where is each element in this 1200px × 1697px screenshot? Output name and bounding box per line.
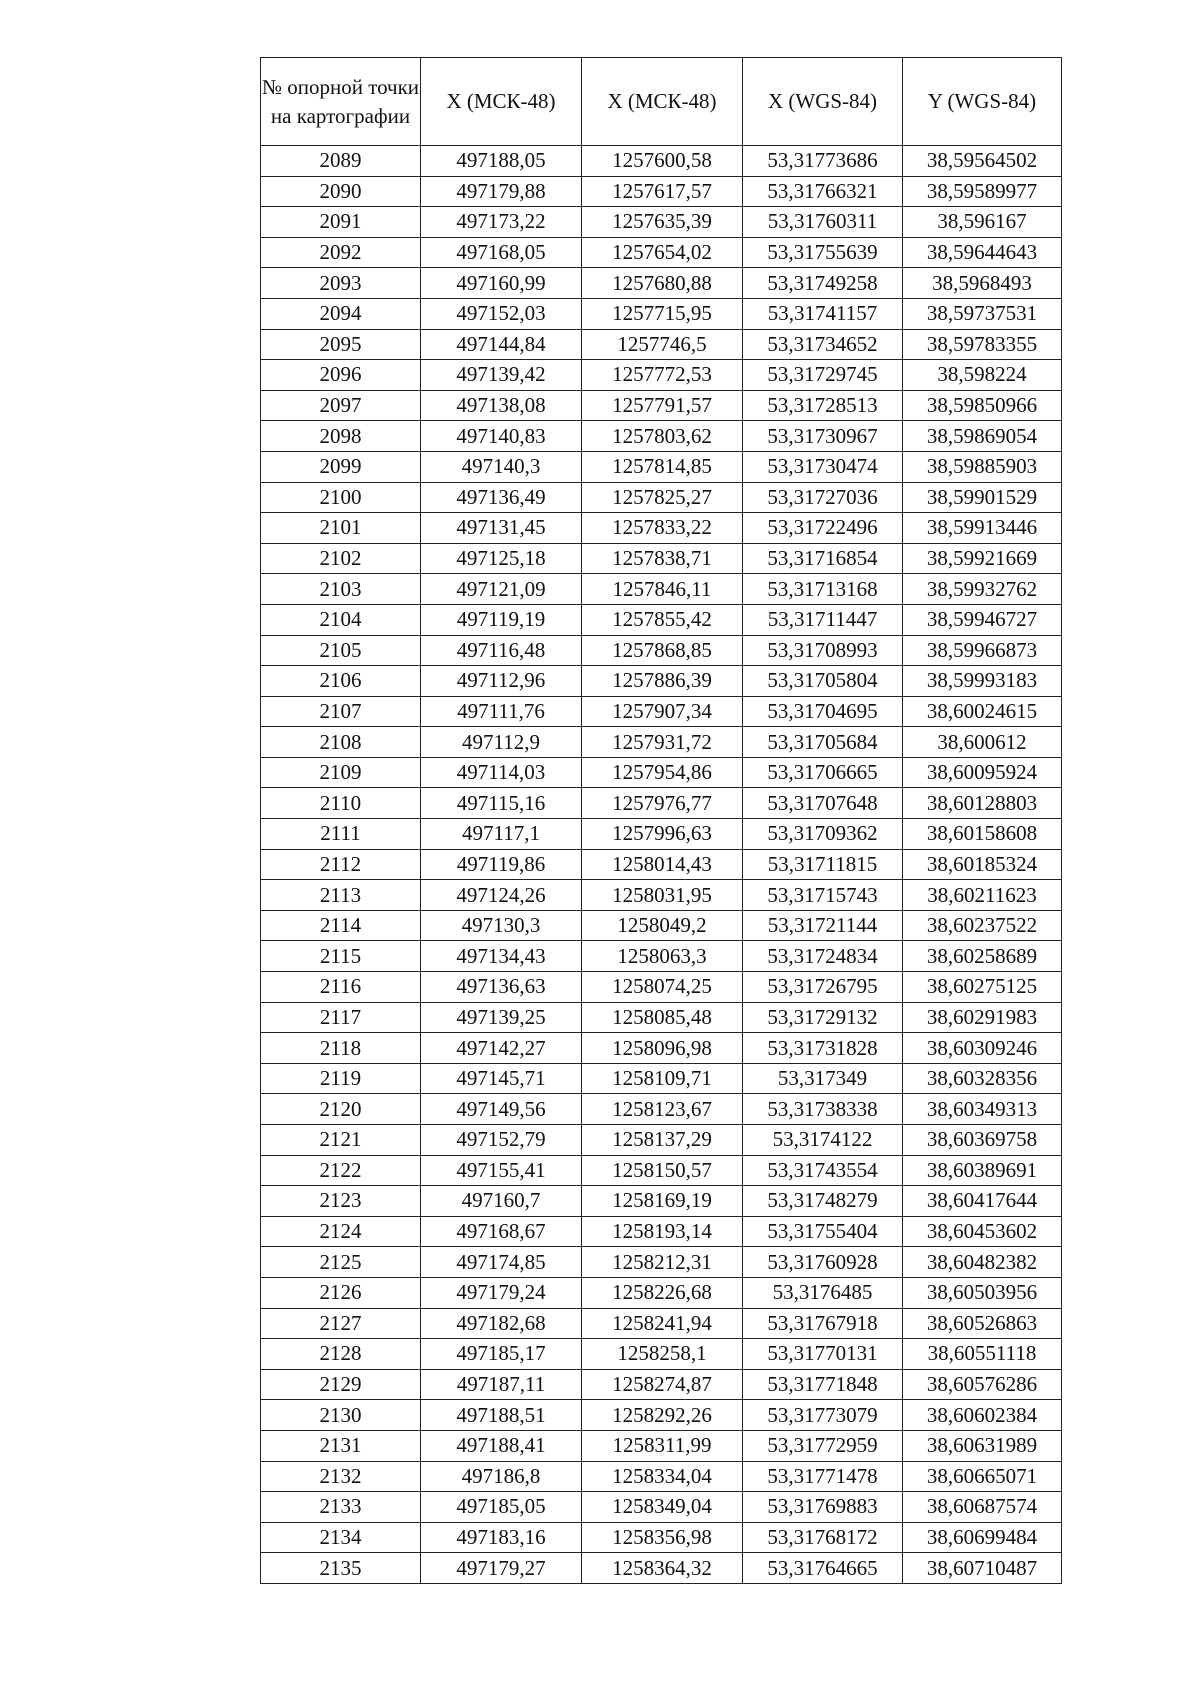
cell-y-wgs84: 38,60128803 (903, 788, 1062, 819)
cell-y-wgs84: 38,59932762 (903, 574, 1062, 605)
cell-point-number: 2127 (261, 1308, 421, 1339)
table-row (261, 1094, 1062, 1125)
table-row (261, 237, 1062, 268)
cell-y-wgs84: 38,596167 (903, 207, 1062, 238)
cell-point-number: 2106 (261, 666, 421, 697)
cell-x-msk48-second: 1257715,95 (582, 298, 743, 329)
cell-x-wgs84: 53,31705684 (743, 727, 903, 758)
cell-x-wgs84: 53,31773686 (743, 146, 903, 177)
cell-point-number: 2092 (261, 237, 421, 268)
cell-point-number: 2120 (261, 1094, 421, 1125)
cell-x-wgs84: 53,31749258 (743, 268, 903, 299)
table-row (261, 788, 1062, 819)
cell-x-msk48: 497112,9 (421, 727, 582, 758)
cell-x-msk48-second: 1258334,04 (582, 1461, 743, 1492)
cell-x-msk48: 497187,11 (421, 1369, 582, 1400)
table-row (261, 421, 1062, 452)
cell-x-wgs84: 53,31711447 (743, 604, 903, 635)
cell-x-msk48-second: 1257868,85 (582, 635, 743, 666)
cell-x-msk48-second: 1258356,98 (582, 1522, 743, 1553)
cell-y-wgs84: 38,60417644 (903, 1186, 1062, 1217)
table-row (261, 390, 1062, 421)
cell-x-msk48-second: 1257772,53 (582, 360, 743, 391)
cell-x-wgs84: 53,31769883 (743, 1492, 903, 1523)
cell-point-number: 2126 (261, 1277, 421, 1308)
cell-y-wgs84: 38,59901529 (903, 482, 1062, 513)
cell-point-number: 2114 (261, 910, 421, 941)
cell-x-msk48: 497173,22 (421, 207, 582, 238)
table-row (261, 1063, 1062, 1094)
table-row (261, 207, 1062, 238)
cell-y-wgs84: 38,60699484 (903, 1522, 1062, 1553)
cell-x-msk48: 497119,19 (421, 604, 582, 635)
cell-y-wgs84: 38,59589977 (903, 176, 1062, 207)
cell-x-msk48: 497183,16 (421, 1522, 582, 1553)
cell-x-msk48-second: 1257680,88 (582, 268, 743, 299)
cell-x-wgs84: 53,31741157 (743, 298, 903, 329)
cell-x-msk48: 497168,67 (421, 1216, 582, 1247)
cell-point-number: 2135 (261, 1553, 421, 1584)
header-row (261, 58, 1062, 146)
cell-x-msk48: 497149,56 (421, 1094, 582, 1125)
cell-x-msk48-second: 1257931,72 (582, 727, 743, 758)
table-row (261, 1308, 1062, 1339)
cell-x-wgs84: 53,31773079 (743, 1400, 903, 1431)
cell-x-wgs84: 53,317349 (743, 1063, 903, 1094)
cell-x-msk48: 497160,7 (421, 1186, 582, 1217)
cell-y-wgs84: 38,59913446 (903, 513, 1062, 544)
cell-x-msk48: 497117,1 (421, 819, 582, 850)
cell-x-msk48-second: 1257746,5 (582, 329, 743, 360)
table-row (261, 1155, 1062, 1186)
table-row (261, 1461, 1062, 1492)
table-row (261, 819, 1062, 850)
cell-x-wgs84: 53,31731828 (743, 1033, 903, 1064)
cell-y-wgs84: 38,598224 (903, 360, 1062, 391)
cell-y-wgs84: 38,60503956 (903, 1277, 1062, 1308)
cell-x-msk48: 497174,85 (421, 1247, 582, 1278)
cell-point-number: 2097 (261, 390, 421, 421)
cell-x-msk48: 497139,25 (421, 1002, 582, 1033)
table-row (261, 666, 1062, 697)
cell-point-number: 2122 (261, 1155, 421, 1186)
cell-point-number: 2101 (261, 513, 421, 544)
cell-point-number: 2095 (261, 329, 421, 360)
coordinates-table (260, 57, 1062, 1584)
table-row (261, 635, 1062, 666)
cell-x-wgs84: 53,31713168 (743, 574, 903, 605)
cell-x-wgs84: 53,31738338 (743, 1094, 903, 1125)
cell-x-msk48: 497119,86 (421, 849, 582, 880)
cell-x-msk48: 497112,96 (421, 666, 582, 697)
cell-point-number: 2089 (261, 146, 421, 177)
table-row (261, 1339, 1062, 1370)
cell-point-number: 2121 (261, 1125, 421, 1156)
cell-y-wgs84: 38,60710487 (903, 1553, 1062, 1584)
cell-x-msk48: 497138,08 (421, 390, 582, 421)
table-row (261, 1522, 1062, 1553)
cell-point-number: 2103 (261, 574, 421, 605)
table-row (261, 329, 1062, 360)
cell-y-wgs84: 38,60291983 (903, 1002, 1062, 1033)
cell-y-wgs84: 38,60551118 (903, 1339, 1062, 1370)
cell-y-wgs84: 38,60526863 (903, 1308, 1062, 1339)
cell-point-number: 2125 (261, 1247, 421, 1278)
cell-point-number: 2118 (261, 1033, 421, 1064)
table-row (261, 1186, 1062, 1217)
cell-x-wgs84: 53,31748279 (743, 1186, 903, 1217)
header-x-msk48: X (МСК-48) (421, 58, 582, 146)
cell-x-msk48-second: 1258031,95 (582, 880, 743, 911)
cell-point-number: 2113 (261, 880, 421, 911)
cell-x-msk48-second: 1257635,39 (582, 207, 743, 238)
cell-x-wgs84: 53,31727036 (743, 482, 903, 513)
cell-x-wgs84: 53,31764665 (743, 1553, 903, 1584)
cell-x-msk48: 497188,51 (421, 1400, 582, 1431)
cell-point-number: 2093 (261, 268, 421, 299)
cell-x-msk48-second: 1258274,87 (582, 1369, 743, 1400)
cell-point-number: 2099 (261, 451, 421, 482)
table-row (261, 727, 1062, 758)
table-row (261, 298, 1062, 329)
cell-y-wgs84: 38,59644643 (903, 237, 1062, 268)
cell-x-msk48-second: 1258123,67 (582, 1094, 743, 1125)
cell-x-msk48: 497114,03 (421, 757, 582, 788)
table-row (261, 451, 1062, 482)
cell-x-msk48: 497125,18 (421, 543, 582, 574)
cell-x-wgs84: 53,31726795 (743, 972, 903, 1003)
table-row (261, 1492, 1062, 1523)
cell-x-msk48: 497188,05 (421, 146, 582, 177)
cell-y-wgs84: 38,60687574 (903, 1492, 1062, 1523)
cell-x-msk48-second: 1258085,48 (582, 1002, 743, 1033)
cell-x-wgs84: 53,31706665 (743, 757, 903, 788)
cell-y-wgs84: 38,60275125 (903, 972, 1062, 1003)
cell-y-wgs84: 38,60482382 (903, 1247, 1062, 1278)
table-row (261, 513, 1062, 544)
cell-y-wgs84: 38,59946727 (903, 604, 1062, 635)
cell-y-wgs84: 38,59966873 (903, 635, 1062, 666)
table-row (261, 604, 1062, 635)
cell-x-msk48: 497131,45 (421, 513, 582, 544)
cell-x-wgs84: 53,31724834 (743, 941, 903, 972)
cell-point-number: 2119 (261, 1063, 421, 1094)
table-row (261, 972, 1062, 1003)
cell-x-msk48: 497144,84 (421, 329, 582, 360)
cell-x-msk48: 497121,09 (421, 574, 582, 605)
cell-x-wgs84: 53,31705804 (743, 666, 903, 697)
cell-x-wgs84: 53,3176485 (743, 1277, 903, 1308)
cell-x-msk48-second: 1258364,32 (582, 1553, 743, 1584)
cell-x-msk48: 497182,68 (421, 1308, 582, 1339)
cell-y-wgs84: 38,60389691 (903, 1155, 1062, 1186)
table-row (261, 1033, 1062, 1064)
cell-x-wgs84: 53,31715743 (743, 880, 903, 911)
cell-x-wgs84: 53,31729745 (743, 360, 903, 391)
cell-x-wgs84: 53,31771848 (743, 1369, 903, 1400)
table-row (261, 1125, 1062, 1156)
cell-y-wgs84: 38,60602384 (903, 1400, 1062, 1431)
cell-y-wgs84: 38,59783355 (903, 329, 1062, 360)
cell-point-number: 2128 (261, 1339, 421, 1370)
cell-y-wgs84: 38,60158608 (903, 819, 1062, 850)
table-row (261, 574, 1062, 605)
cell-y-wgs84: 38,60665071 (903, 1461, 1062, 1492)
table-row (261, 146, 1062, 177)
cell-y-wgs84: 38,59921669 (903, 543, 1062, 574)
cell-x-msk48: 497140,83 (421, 421, 582, 452)
cell-x-wgs84: 53,31755639 (743, 237, 903, 268)
cell-x-wgs84: 53,31734652 (743, 329, 903, 360)
cell-y-wgs84: 38,60185324 (903, 849, 1062, 880)
table-row (261, 757, 1062, 788)
cell-x-msk48-second: 1257791,57 (582, 390, 743, 421)
cell-x-wgs84: 53,31767918 (743, 1308, 903, 1339)
cell-x-msk48-second: 1257954,86 (582, 757, 743, 788)
cell-x-msk48-second: 1258137,29 (582, 1125, 743, 1156)
header-x-wgs84: X (WGS-84) (743, 58, 903, 146)
cell-y-wgs84: 38,60237522 (903, 910, 1062, 941)
table-row (261, 176, 1062, 207)
cell-y-wgs84: 38,5968493 (903, 268, 1062, 299)
cell-y-wgs84: 38,60328356 (903, 1063, 1062, 1094)
cell-y-wgs84: 38,600612 (903, 727, 1062, 758)
table-row (261, 696, 1062, 727)
cell-x-wgs84: 53,31766321 (743, 176, 903, 207)
cell-x-msk48-second: 1258109,71 (582, 1063, 743, 1094)
cell-x-msk48: 497142,27 (421, 1033, 582, 1064)
cell-point-number: 2091 (261, 207, 421, 238)
cell-point-number: 2134 (261, 1522, 421, 1553)
cell-x-wgs84: 53,31707648 (743, 788, 903, 819)
cell-point-number: 2110 (261, 788, 421, 819)
cell-x-msk48-second: 1258014,43 (582, 849, 743, 880)
cell-y-wgs84: 38,59850966 (903, 390, 1062, 421)
cell-point-number: 2111 (261, 819, 421, 850)
cell-x-msk48-second: 1257617,57 (582, 176, 743, 207)
table-body (261, 146, 1062, 1584)
table-row (261, 543, 1062, 574)
cell-x-msk48-second: 1258258,1 (582, 1339, 743, 1370)
cell-x-msk48-second: 1258226,68 (582, 1277, 743, 1308)
cell-x-wgs84: 53,31730474 (743, 451, 903, 482)
cell-x-msk48-second: 1258212,31 (582, 1247, 743, 1278)
cell-point-number: 2102 (261, 543, 421, 574)
cell-x-msk48-second: 1258193,14 (582, 1216, 743, 1247)
cell-x-msk48-second: 1257654,02 (582, 237, 743, 268)
cell-x-wgs84: 53,31721144 (743, 910, 903, 941)
cell-x-wgs84: 53,31729132 (743, 1002, 903, 1033)
cell-x-wgs84: 53,31730967 (743, 421, 903, 452)
cell-x-msk48-second: 1257976,77 (582, 788, 743, 819)
cell-point-number: 2112 (261, 849, 421, 880)
cell-x-msk48: 497160,99 (421, 268, 582, 299)
cell-x-wgs84: 53,31704695 (743, 696, 903, 727)
cell-x-msk48-second: 1257846,11 (582, 574, 743, 605)
cell-x-msk48: 497186,8 (421, 1461, 582, 1492)
table-header (261, 58, 1062, 146)
cell-x-msk48: 497116,48 (421, 635, 582, 666)
cell-x-msk48: 497134,43 (421, 941, 582, 972)
cell-x-wgs84: 53,31708993 (743, 635, 903, 666)
cell-point-number: 2100 (261, 482, 421, 513)
header-point-number: № опорной точки на картографии (261, 58, 421, 146)
cell-x-msk48-second: 1257833,22 (582, 513, 743, 544)
cell-point-number: 2129 (261, 1369, 421, 1400)
cell-x-wgs84: 53,3174122 (743, 1125, 903, 1156)
cell-x-msk48-second: 1258169,19 (582, 1186, 743, 1217)
cell-y-wgs84: 38,59564502 (903, 146, 1062, 177)
cell-x-msk48-second: 1258292,26 (582, 1400, 743, 1431)
table-row (261, 360, 1062, 391)
table-row (261, 1369, 1062, 1400)
cell-x-wgs84: 53,31743554 (743, 1155, 903, 1186)
cell-x-msk48-second: 1258311,99 (582, 1430, 743, 1461)
cell-x-msk48: 497179,88 (421, 176, 582, 207)
cell-y-wgs84: 38,60453602 (903, 1216, 1062, 1247)
cell-point-number: 2098 (261, 421, 421, 452)
cell-x-msk48: 497145,71 (421, 1063, 582, 1094)
cell-point-number: 2109 (261, 757, 421, 788)
cell-x-msk48-second: 1258096,98 (582, 1033, 743, 1064)
cell-x-wgs84: 53,31771478 (743, 1461, 903, 1492)
cell-x-msk48-second: 1257907,34 (582, 696, 743, 727)
cell-x-wgs84: 53,31772959 (743, 1430, 903, 1461)
cell-x-msk48-second: 1257600,58 (582, 146, 743, 177)
table-row (261, 1430, 1062, 1461)
cell-x-msk48: 497115,16 (421, 788, 582, 819)
table-row (261, 1277, 1062, 1308)
cell-x-msk48-second: 1257825,27 (582, 482, 743, 513)
cell-point-number: 2132 (261, 1461, 421, 1492)
cell-y-wgs84: 38,59869054 (903, 421, 1062, 452)
cell-point-number: 2105 (261, 635, 421, 666)
cell-point-number: 2116 (261, 972, 421, 1003)
cell-point-number: 2094 (261, 298, 421, 329)
cell-point-number: 2133 (261, 1492, 421, 1523)
cell-y-wgs84: 38,60309246 (903, 1033, 1062, 1064)
table-row (261, 1400, 1062, 1431)
cell-y-wgs84: 38,60349313 (903, 1094, 1062, 1125)
cell-x-msk48-second: 1258063,3 (582, 941, 743, 972)
cell-x-msk48: 497155,41 (421, 1155, 582, 1186)
cell-x-wgs84: 53,31768172 (743, 1522, 903, 1553)
cell-x-msk48: 497152,79 (421, 1125, 582, 1156)
cell-y-wgs84: 38,60258689 (903, 941, 1062, 972)
table-row (261, 1553, 1062, 1584)
cell-x-msk48: 497130,3 (421, 910, 582, 941)
cell-point-number: 2131 (261, 1430, 421, 1461)
table-row (261, 1002, 1062, 1033)
cell-x-msk48: 497179,27 (421, 1553, 582, 1584)
cell-x-msk48-second: 1258074,25 (582, 972, 743, 1003)
cell-x-msk48-second: 1258349,04 (582, 1492, 743, 1523)
table-row (261, 1247, 1062, 1278)
cell-x-msk48: 497185,17 (421, 1339, 582, 1370)
cell-x-wgs84: 53,31716854 (743, 543, 903, 574)
cell-x-msk48-second: 1257838,71 (582, 543, 743, 574)
cell-point-number: 2115 (261, 941, 421, 972)
header-y-wgs84: Y (WGS-84) (903, 58, 1062, 146)
cell-point-number: 2117 (261, 1002, 421, 1033)
cell-point-number: 2124 (261, 1216, 421, 1247)
cell-x-wgs84: 53,31711815 (743, 849, 903, 880)
cell-x-wgs84: 53,31760928 (743, 1247, 903, 1278)
cell-point-number: 2130 (261, 1400, 421, 1431)
cell-x-msk48-second: 1258241,94 (582, 1308, 743, 1339)
table-row (261, 1216, 1062, 1247)
cell-x-msk48: 497185,05 (421, 1492, 582, 1523)
cell-x-msk48: 497168,05 (421, 237, 582, 268)
cell-x-msk48-second: 1257855,42 (582, 604, 743, 635)
cell-x-msk48-second: 1258049,2 (582, 910, 743, 941)
cell-x-wgs84: 53,31770131 (743, 1339, 903, 1370)
cell-x-msk48: 497136,63 (421, 972, 582, 1003)
cell-x-wgs84: 53,31728513 (743, 390, 903, 421)
table-row (261, 910, 1062, 941)
cell-point-number: 2104 (261, 604, 421, 635)
cell-y-wgs84: 38,60631989 (903, 1430, 1062, 1461)
cell-x-msk48-second: 1258150,57 (582, 1155, 743, 1186)
table-row (261, 268, 1062, 299)
table-row (261, 880, 1062, 911)
cell-point-number: 2108 (261, 727, 421, 758)
cell-y-wgs84: 38,60576286 (903, 1369, 1062, 1400)
cell-y-wgs84: 38,60095924 (903, 757, 1062, 788)
cell-x-msk48-second: 1257996,63 (582, 819, 743, 850)
cell-x-msk48-second: 1257886,39 (582, 666, 743, 697)
cell-x-msk48: 497152,03 (421, 298, 582, 329)
table-row (261, 482, 1062, 513)
cell-x-msk48: 497124,26 (421, 880, 582, 911)
table-row (261, 941, 1062, 972)
cell-x-msk48: 497136,49 (421, 482, 582, 513)
cell-point-number: 2107 (261, 696, 421, 727)
cell-y-wgs84: 38,60211623 (903, 880, 1062, 911)
cell-y-wgs84: 38,60369758 (903, 1125, 1062, 1156)
cell-x-wgs84: 53,31709362 (743, 819, 903, 850)
header-x-msk48-second: X (МСК-48) (582, 58, 743, 146)
cell-x-msk48: 497140,3 (421, 451, 582, 482)
cell-point-number: 2123 (261, 1186, 421, 1217)
cell-x-wgs84: 53,31722496 (743, 513, 903, 544)
cell-y-wgs84: 38,60024615 (903, 696, 1062, 727)
cell-x-msk48-second: 1257803,62 (582, 421, 743, 452)
cell-x-msk48: 497188,41 (421, 1430, 582, 1461)
cell-y-wgs84: 38,59885903 (903, 451, 1062, 482)
cell-x-msk48-second: 1257814,85 (582, 451, 743, 482)
cell-x-msk48: 497111,76 (421, 696, 582, 727)
cell-x-wgs84: 53,31760311 (743, 207, 903, 238)
cell-y-wgs84: 38,59993183 (903, 666, 1062, 697)
cell-x-msk48: 497179,24 (421, 1277, 582, 1308)
cell-y-wgs84: 38,59737531 (903, 298, 1062, 329)
cell-point-number: 2096 (261, 360, 421, 391)
cell-point-number: 2090 (261, 176, 421, 207)
cell-x-msk48: 497139,42 (421, 360, 582, 391)
cell-x-wgs84: 53,31755404 (743, 1216, 903, 1247)
table-row (261, 849, 1062, 880)
